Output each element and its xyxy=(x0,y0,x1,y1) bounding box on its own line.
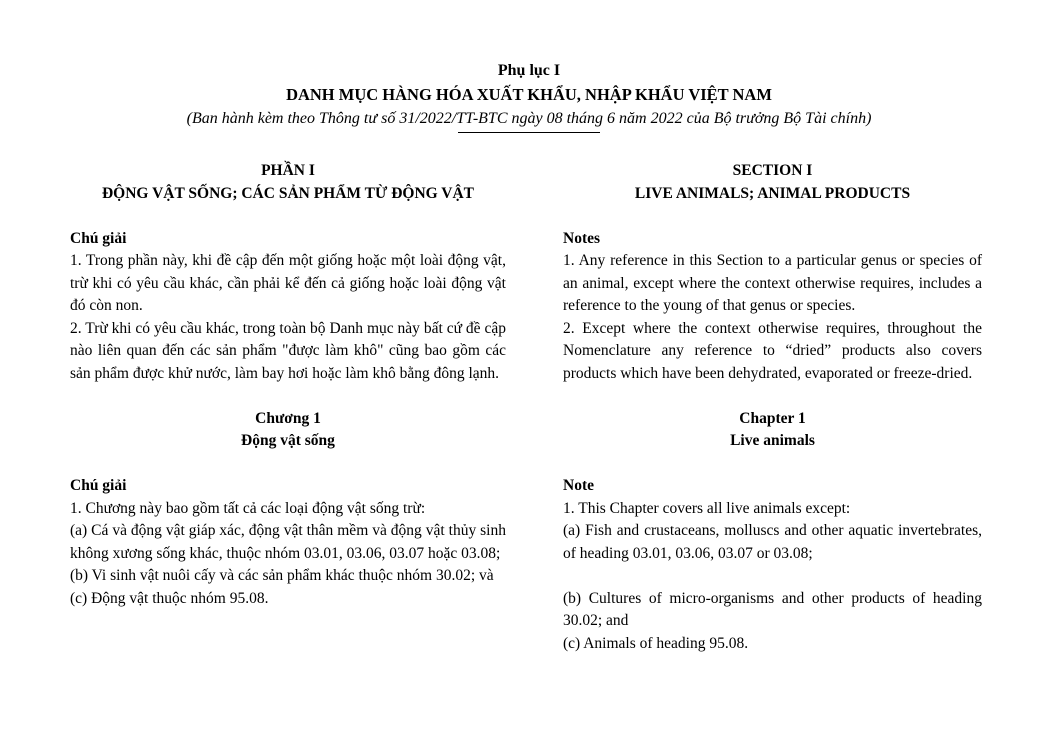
header-divider xyxy=(458,132,600,133)
en-chapter-heading: Chapter 1 xyxy=(739,409,806,427)
vi-chapter-notes-heading: Chú giải xyxy=(70,477,127,494)
en-section-title: LIVE ANIMALS; ANIMAL PRODUCTS xyxy=(634,184,911,202)
document-header xyxy=(0,60,1058,131)
en-chapter-title: Live animals xyxy=(730,432,815,449)
vi-notes-heading: Chú giải xyxy=(70,229,127,247)
en-chapter-notes-heading: Note xyxy=(563,477,594,494)
vi-note-2: 2. Trừ khi có yêu cầu khác, trong toàn bộ Danh mục này bất cứ đề cập nào liên quan đến các sản phẩm "được làm khô" cũng bao gồm các sản phẩm được khử nước, làm bay hơi hoặc làm khô bằng đông lạnh. xyxy=(70,319,506,382)
vi-chapter-title: Động vật sống xyxy=(241,432,335,449)
annex-label: Phụ lục I xyxy=(497,62,561,79)
en-note-1: 1. Any reference in this Section to a particular genus or species of an animal, except where the context otherwise requires, includes a reference to the young of that genus or species. xyxy=(563,252,982,314)
en-note-2: 2. Except where the context otherwise requires, throughout the Nomenclature any reference to “dried” products also covers products which have been dehydrated, evaporated or freeze-dried. xyxy=(563,319,982,382)
en-chapter-note-a: (a) Fish and crustaceans, molluscs and other aquatic invertebrates, of heading 03.01, 03.06, 03.07 or 03.08; xyxy=(563,522,982,562)
vietnamese-column xyxy=(70,160,506,610)
vi-section-title: ĐỘNG VẬT SỐNG; CÁC SẢN PHẨM TỪ ĐỘNG VẬT xyxy=(101,184,475,202)
vi-section-heading: PHẦN I xyxy=(261,162,315,179)
vi-chapter-note-a: (a) Cá và động vật giáp xác, động vật thân mềm và động vật thủy sinh không xương sống khác, thuộc nhóm 03.01, 03.06, 03.07 hoặc 03.08; xyxy=(70,522,506,562)
vi-chapter-note-1: 1. Chương này bao gồm tất cả các loại động vật sống trừ: xyxy=(70,499,426,517)
document-title: DANH MỤC HÀNG HÓA XUẤT KHẨU, NHẬP KHẨU VIỆT NAM xyxy=(286,85,772,104)
en-chapter-note-c: (c) Animals of heading 95.08. xyxy=(563,634,749,652)
issuance-note: (Ban hành kèm theo Thông tư số 31/2022/TT-BTC ngày 08 tháng 6 năm 2022 của Bộ trưởng Bộ Tài chính) xyxy=(186,110,872,127)
vi-note-1: 1. Trong phần này, khi đề cập đến một giống hoặc một loài động vật, trừ khi có yêu cầu khác, cần phải kể đến cả giống hoặc loài động vật đó còn non. xyxy=(70,252,506,314)
en-chapter-note-b: (b) Cultures of micro-organisms and other products of heading 30.02; and xyxy=(563,589,982,629)
vi-chapter-note-c: (c) Động vật thuộc nhóm 95.08. xyxy=(70,589,269,607)
vi-chapter-note-b: (b) Vi sinh vật nuôi cấy và các sản phẩm khác thuộc nhóm 30.02; và xyxy=(70,567,494,584)
vi-chapter-heading: Chương 1 xyxy=(255,409,321,427)
en-chapter-note-1: 1. This Chapter covers all live animals except: xyxy=(563,499,851,517)
en-notes-heading: Notes xyxy=(563,229,601,247)
en-section-heading: SECTION I xyxy=(732,162,813,179)
english-column xyxy=(563,160,982,655)
